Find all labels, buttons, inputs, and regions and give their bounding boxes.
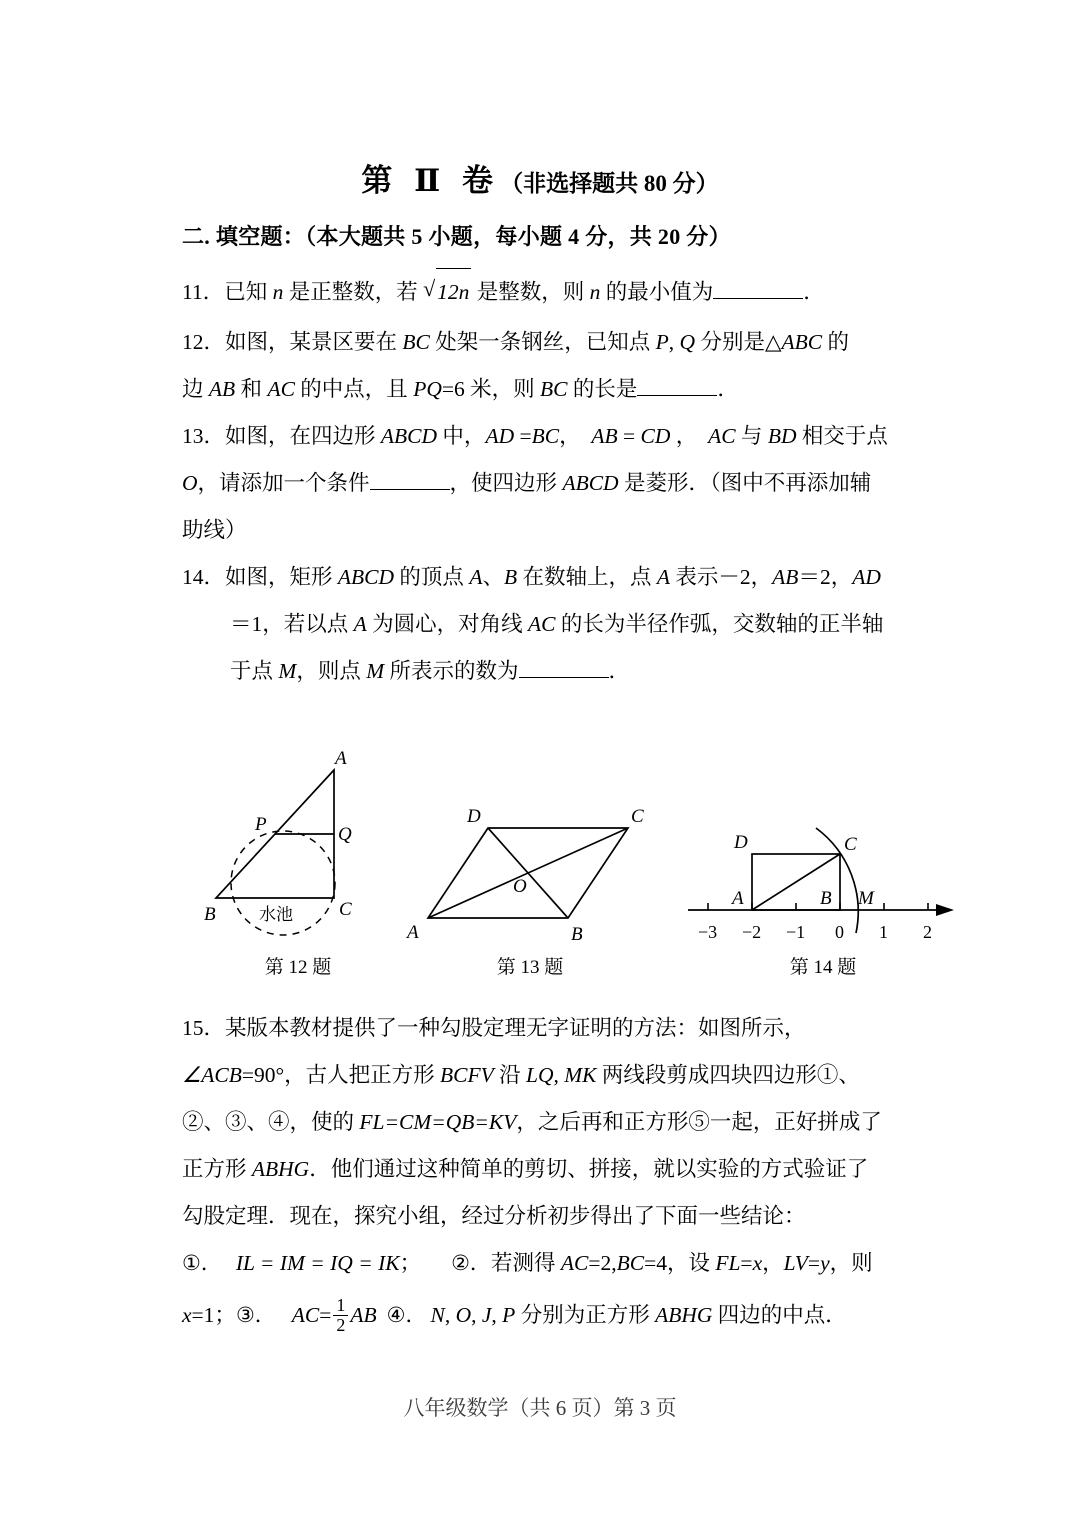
sqrt-icon [423, 267, 471, 316]
section-heading: 二. 填空题：（本大题共 5 小题，每小题 4 分，共 20 分） [182, 224, 731, 249]
answer-blank-13[interactable] [370, 489, 450, 490]
q14-text-c: 、 [482, 565, 504, 589]
question-11-line-1 [182, 267, 942, 316]
q15-sq-abhg: ABHG [251, 1157, 310, 1181]
q11-text-c: 是整数，则 [471, 280, 590, 304]
figure-12-label-Q: Q [338, 824, 352, 845]
q15-text-u: , [491, 1303, 503, 1327]
q15-text-j: ； [399, 1251, 422, 1275]
q15-text-r: =1； [191, 1303, 236, 1327]
q15-text-m: =4，设 [644, 1251, 716, 1275]
q14-text-k: ，则点 [296, 659, 367, 683]
page-footer: 八年级数学（共 6 页）第 3 页 [403, 1396, 677, 1420]
figure-12-label-P: P [255, 814, 267, 835]
figure-14-drawing [688, 818, 958, 950]
q15-var-y: y [820, 1251, 830, 1275]
answer-blank-12[interactable] [637, 395, 717, 396]
q14-text-e: 表示－2， [670, 565, 773, 589]
fraction-numerator: 1 [336, 1294, 346, 1315]
q15-conclusion-1-marker: ①． [182, 1251, 222, 1275]
q13-text-c: = [514, 424, 532, 448]
figure-13-caption: 第 13 题 [496, 957, 564, 978]
q14-seg-ab: AB [772, 565, 799, 589]
q13-text-d: ， [559, 424, 592, 448]
q13-text-h: 相交于点 [796, 424, 888, 448]
q12-tri-abc: ABC [781, 330, 823, 354]
q15-text-k: 若测得 [490, 1251, 561, 1275]
q14-rect-abcd: ABCD [337, 565, 395, 589]
figure-13-label-C: C [631, 806, 644, 827]
q15-equals-sign: = [319, 1303, 332, 1327]
q12-seg-bc2: BC [540, 377, 568, 401]
q15-text-h: 正方形 [182, 1157, 252, 1181]
q12-text-c: , [668, 330, 680, 354]
q15-text-t: , [471, 1303, 482, 1327]
question-13 [182, 413, 962, 554]
question-15-line-4 [182, 1146, 972, 1193]
q13-text-e: = [617, 424, 641, 448]
question-14-number: 14． [182, 565, 226, 589]
figure-12-caption: 第 12 题 [264, 957, 332, 978]
q15-pt-j: J [481, 1303, 492, 1327]
question-12-number: 12． [182, 330, 226, 354]
q14-seg-ac: AC [528, 612, 556, 636]
diagonal-bd [488, 828, 568, 918]
q12-text-g: 和 [235, 377, 268, 401]
answer-blank-11[interactable] [713, 298, 803, 299]
q15-text-s: , [444, 1303, 456, 1327]
fraction-denominator: 2 [333, 1315, 348, 1335]
figure-14-label-M: M [858, 888, 874, 909]
q15-conclusion-2-marker: ②． [451, 1251, 491, 1275]
q15-var-x: x [752, 1251, 763, 1275]
q13-text-b: 中， [437, 424, 486, 448]
q13-seg-cd: CD [640, 424, 671, 448]
q15-text-d: , [553, 1063, 565, 1087]
page-title [0, 155, 1080, 200]
q15-text-q: ，则 [829, 1251, 873, 1275]
question-15-line-7 [182, 1287, 972, 1343]
q15-text-o: ， [762, 1251, 784, 1275]
q15-eq-fl: FL=CM=QB=KV [359, 1110, 517, 1134]
q14-text-l: 所表示的数为 [384, 659, 519, 683]
q15-pt-o: O [455, 1303, 472, 1327]
q15-sq-bcfv: BCFV [440, 1063, 494, 1087]
q15-var-x2: x [182, 1303, 192, 1327]
q15-sq-abhg2: ABHG [655, 1303, 713, 1327]
q14-pt-b: B [503, 565, 518, 589]
q15-text-n: = [740, 1251, 753, 1275]
question-13-line-1 [182, 413, 962, 460]
question-15-line-3 [182, 1099, 972, 1146]
q14-text-a: 如图，矩形 [225, 565, 338, 589]
q12-text-i: =6 米，则 [441, 377, 540, 401]
q15-text-c: 沿 [493, 1063, 527, 1087]
figure-12-label-B: B [204, 904, 216, 925]
figure-14-label-C: C [844, 834, 857, 855]
q13-pt-o: O [182, 471, 198, 495]
question-11-number: 11． [182, 280, 225, 304]
question-14-line-2 [182, 601, 972, 648]
figure-14-tick-label-0: −3 [698, 922, 718, 942]
q11-text-b: 是正整数，若 [283, 280, 424, 304]
q13-text-k: 是菱形．（图中不再添加辅 [618, 471, 872, 495]
q13-quad-abcd2: ABCD [562, 471, 619, 495]
q13-seg-bd: BD [767, 424, 797, 448]
q15-pt-n: N [430, 1303, 445, 1327]
q12-period: ． [717, 377, 739, 401]
q14-pt-m2: M [366, 659, 385, 683]
q14-pt-a3: A [353, 612, 367, 636]
question-15-number: 15． [182, 1016, 226, 1040]
q14-seg-ad: AD [852, 565, 881, 589]
figure-13-label-B: B [571, 924, 583, 945]
q13-seg-ab: AB [591, 424, 618, 448]
q15-conclusion-4-marker: ④． [386, 1303, 427, 1327]
question-14-line-1 [182, 554, 972, 601]
q12-text-b: 处架一条钢丝，已知点 [429, 330, 656, 354]
q14-pt-m: M [278, 659, 297, 683]
question-14 [182, 554, 972, 695]
q15-pt-p: P [502, 1303, 516, 1327]
figure-13-drawing [405, 800, 655, 950]
page-title-main: 第 Ⅱ 卷 [361, 163, 501, 198]
q15-text-i: ．他们通过这种简单的剪切、拼接，就以实验的方式验证了 [309, 1157, 869, 1181]
q13-text-f: ， [670, 424, 709, 448]
figure-12-label-A: A [335, 748, 347, 769]
q15-seg-lq: LQ [526, 1063, 554, 1087]
q14-pt-a2: A [656, 565, 671, 589]
figure-12 [198, 748, 398, 948]
figure-14 [688, 818, 958, 950]
figure-14-tick-label-2: −1 [786, 922, 806, 942]
q15-seg-mk: MK [564, 1063, 597, 1087]
q13-text-g: 与 [735, 424, 768, 448]
q12-text-f: 边 [182, 377, 209, 401]
figure-12-label-pool: 水池 [259, 905, 293, 924]
question-13-line-2 [182, 460, 962, 507]
q15-text-a: 某版本教材提供了一种勾股定理无字证明的方法：如图所示， [225, 1016, 806, 1040]
q14-text-i: 的长为半径作弧，交数轴的正半轴 [555, 612, 884, 636]
q12-pt-q: Q [679, 330, 696, 354]
q11-var-n2: n [589, 280, 601, 304]
question-11 [182, 267, 942, 316]
question-12-line-2 [182, 366, 942, 413]
question-15 [182, 1005, 972, 1343]
question-12-line-1 [182, 319, 942, 366]
q13-seg-ad: AD [485, 424, 515, 448]
question-14-line-3 [182, 648, 972, 695]
figure-14-tick-label-5: 2 [923, 922, 932, 942]
q15-seg-ac: AC [560, 1251, 589, 1275]
q13-quad-abcd: ABCD [380, 424, 438, 448]
q15-conclusion-1-eq: IL = IM = IQ = IK [235, 1251, 400, 1275]
q15-text-p: = [807, 1251, 821, 1275]
figure-14-caption: 第 14 题 [789, 957, 857, 978]
figure-14-tick-label-1: −2 [742, 922, 762, 942]
q14-text-j: 于点 [230, 659, 279, 683]
q15-seg-bc: BC [616, 1251, 645, 1275]
q13-seg-bc: BC [531, 424, 560, 448]
axis-arrow-icon [936, 904, 954, 916]
figure-14-label-D: D [734, 832, 748, 853]
figure-13-label-A: A [407, 922, 419, 943]
q12-text-a: 如图，某景区要在 [225, 330, 403, 354]
q15-angle-acb: ∠ACB [182, 1063, 242, 1087]
q15-conclusion-3-ac: AC [291, 1303, 320, 1327]
q14-text-d: 在数轴上，点 [517, 565, 657, 589]
q15-text-v: 分别为正方形 [515, 1303, 656, 1327]
q12-text-j: 的长是 [567, 377, 638, 401]
q14-text-g: ＝1，若以点 [230, 612, 354, 636]
figure-13 [405, 800, 655, 950]
figure-14-tick-label-3: 0 [835, 922, 844, 942]
question-12 [182, 319, 942, 413]
q12-pt-p: P [655, 330, 669, 354]
q13-text-a: 如图，在四边形 [225, 424, 381, 448]
q12-seg-pq: PQ [413, 377, 442, 401]
question-15-line-5: 勾股定理．现在，探究小组，经过分析初步得出了下面一些结论： [182, 1204, 806, 1228]
q15-conclusion-3-ab: AB [350, 1303, 377, 1327]
q14-pt-a: A [469, 565, 483, 589]
figure-14-label-B: B [820, 888, 832, 909]
question-15-line-1 [182, 1005, 972, 1052]
q15-text-b: =90°，古人把正方形 [241, 1063, 440, 1087]
q14-text-b: 的顶点 [394, 565, 470, 589]
q11-text-a: 已知 [224, 280, 273, 304]
question-13-line-3: 助线） [182, 518, 247, 542]
question-15-line-2 [182, 1052, 972, 1099]
q11-text-d: 的最小值为 [600, 280, 714, 304]
q13-seg-ac: AC [708, 424, 736, 448]
q13-text-i: ，请添加一个条件 [197, 471, 370, 495]
q14-text-f: ＝2， [798, 565, 853, 589]
figure-13-label-O: O [513, 876, 527, 897]
q15-conclusion-3-marker: ③． [235, 1303, 276, 1327]
q12-text-d: 分别是△ [695, 330, 782, 354]
q11-radicand: 12n [436, 268, 471, 316]
page-title-sub: （非选择题共 80 分） [500, 171, 719, 196]
q14-period: ． [608, 659, 631, 683]
figure-14-tick-label-4: 1 [879, 922, 888, 942]
question-15-line-6 [182, 1240, 972, 1287]
q15-text-f: ②、③、④，使的 [182, 1110, 360, 1134]
figure-13-label-D: D [467, 806, 481, 827]
q14-text-h: 为圆心，对角线 [366, 612, 529, 636]
q12-text-e: 的 [822, 330, 849, 354]
q12-seg-ab: AB [208, 377, 236, 401]
fraction-one-half [333, 1296, 348, 1335]
q15-text-g: ，之后再和正方形⑤一起，正好拼成了 [516, 1110, 882, 1134]
q15-text-w: 四边的中点． [712, 1303, 847, 1327]
figure-12-drawing [198, 748, 398, 948]
q15-text-l: =2, [588, 1251, 617, 1275]
q15-text-e: 两线段剪成四块四边形①、 [596, 1063, 860, 1087]
q15-seg-lv: LV [783, 1251, 808, 1275]
q11-period: ． [803, 280, 825, 304]
figure-14-label-A: A [732, 888, 744, 909]
figure-12-label-C: C [339, 899, 352, 920]
q12-seg-ac: AC [267, 377, 295, 401]
q13-text-j: ，使四边形 [449, 471, 563, 495]
q12-seg-bc: BC [402, 330, 430, 354]
q11-var-n: n [272, 280, 284, 304]
q15-seg-fl: FL [715, 1251, 741, 1275]
answer-blank-14[interactable] [519, 677, 609, 678]
question-13-number: 13． [182, 424, 226, 448]
q12-text-h: 的中点，且 [294, 377, 414, 401]
